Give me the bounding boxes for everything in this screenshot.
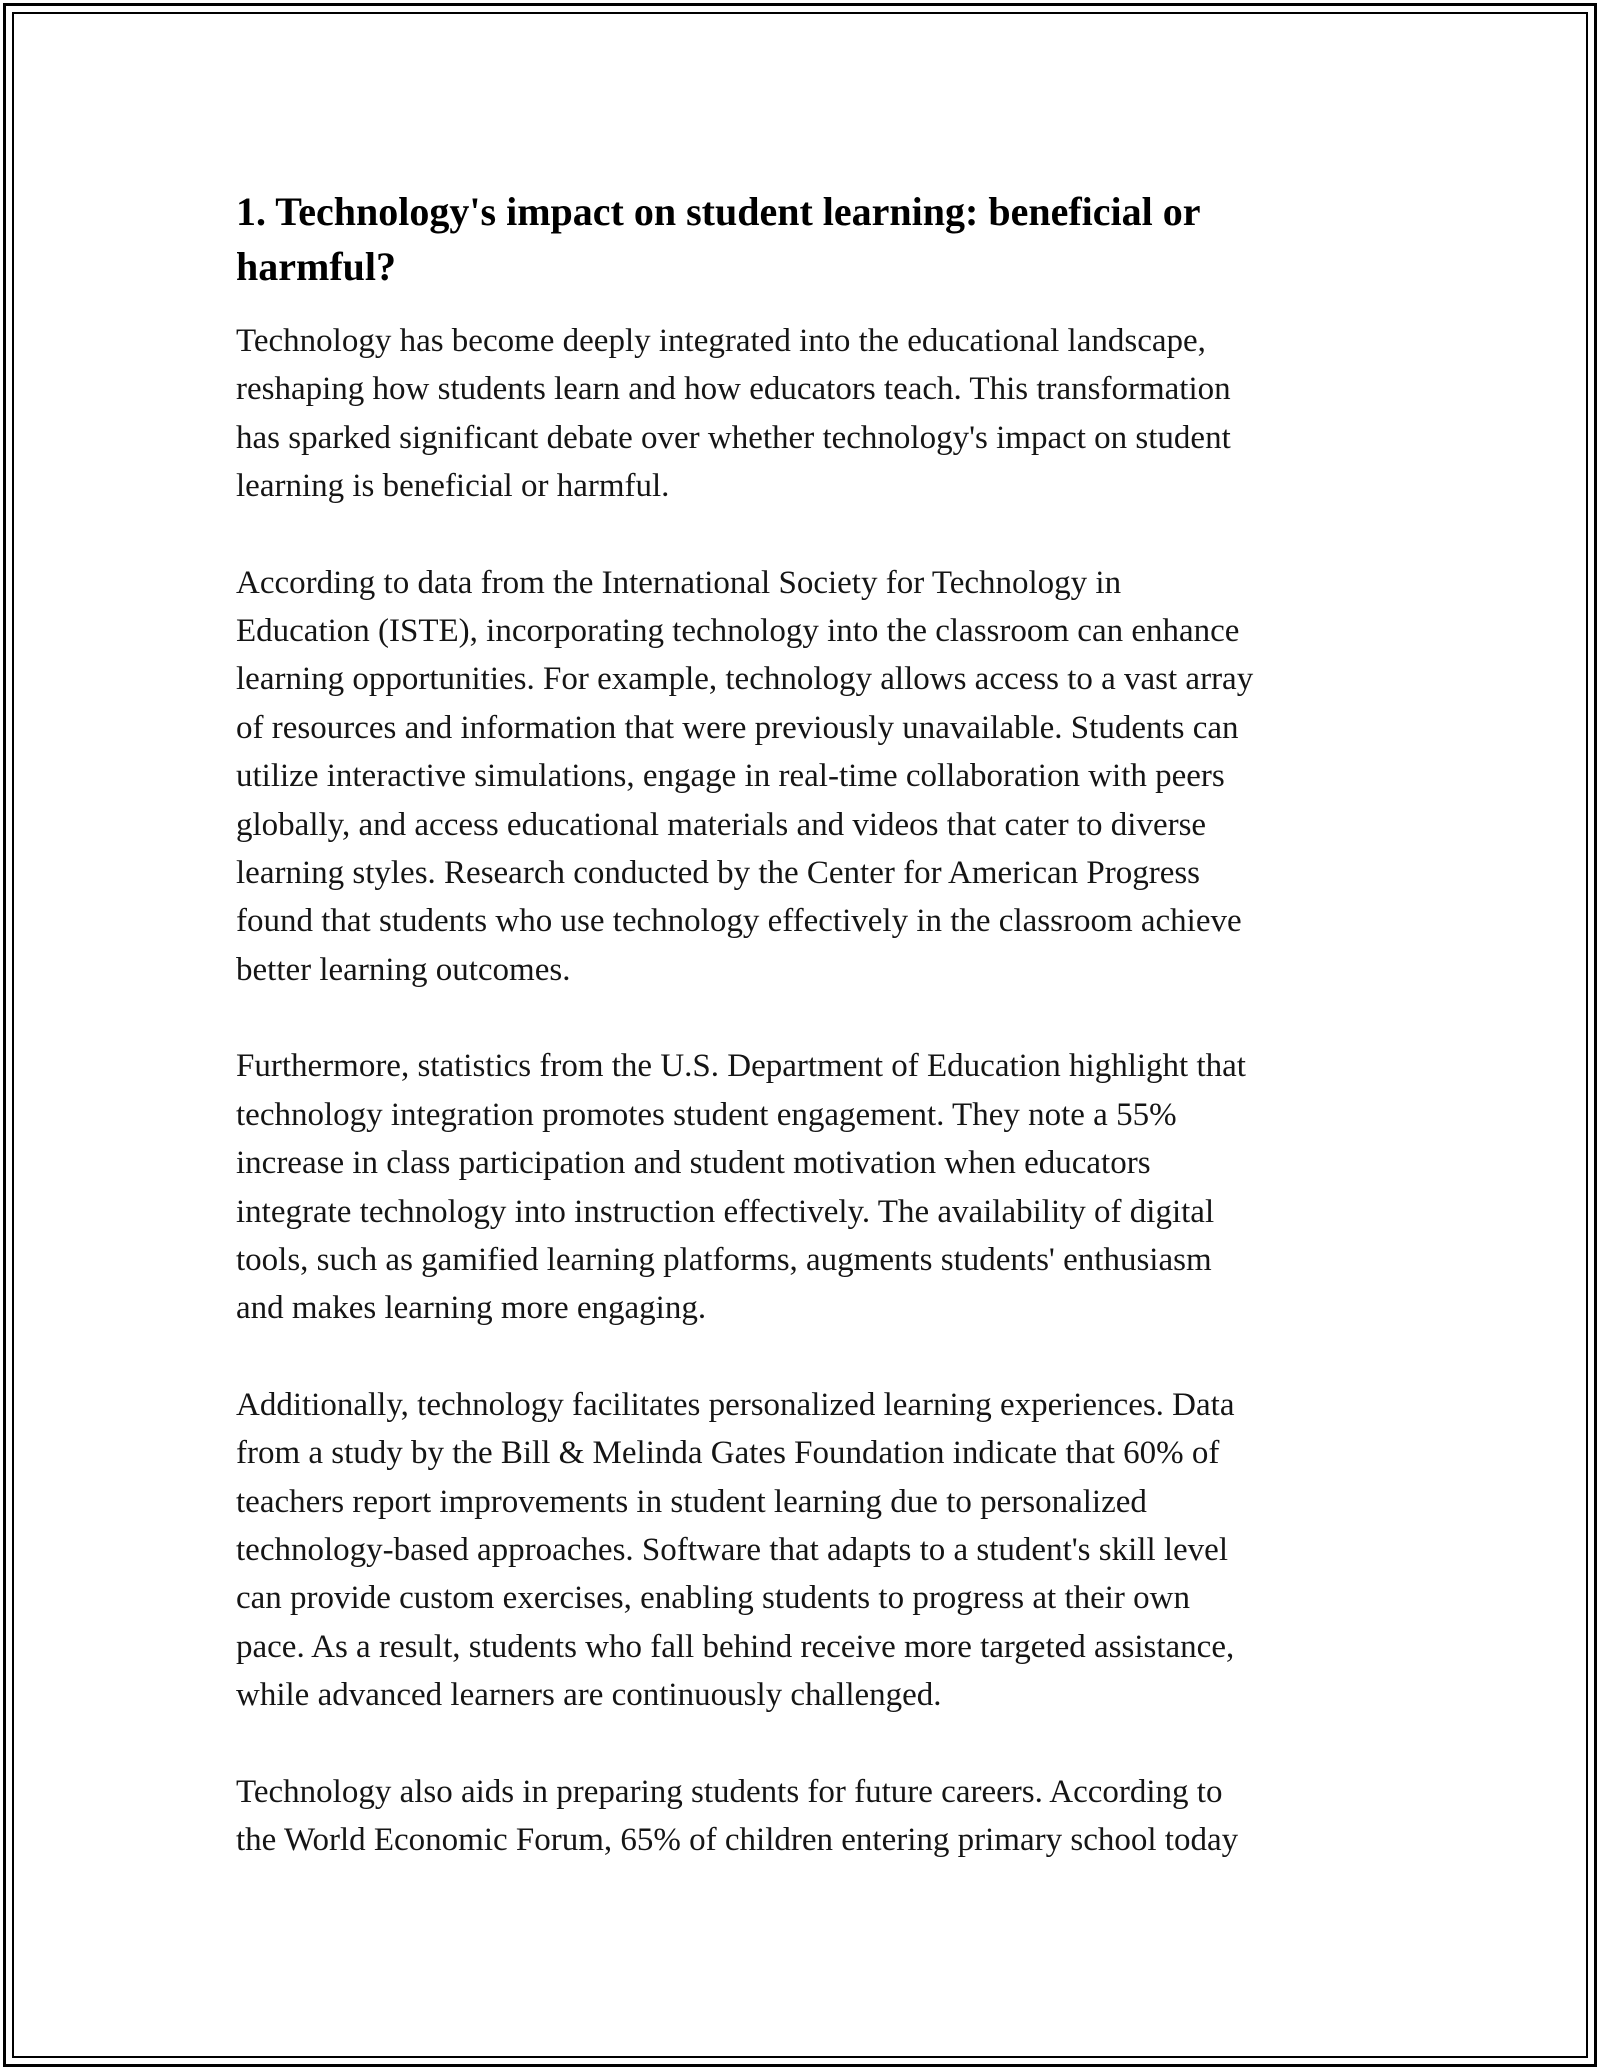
document-body: [236, 184, 1386, 1864]
paragraph-engagement: Furthermore, statistics from the U.S. Department of Education highlight that technology integration promotes student engagement. They note a 55% increase in class participation and student motivation when educators integrate technology into instruction effectively. The availability of digital tools, such as gamified learning platforms, augments students' enthusiasm and makes learning more engaging.: [236, 1048, 1246, 1327]
paragraph-iste: According to data from the International Society for Technology in Education (ISTE), incorporating technology into the classroom can enhance learning opportunities. For example, technology allows access to a vast array of resources and information that were previously unavailable. Students can utilize interactive simulations, engage in real-time collaboration with peers globally, and access educational materials and videos that cater to diverse learning styles. Research conducted by the Center for American Progress found that students who use technology effectively in the classroom achieve better learning outcomes.: [236, 564, 1254, 988]
paragraph-careers: Technology also aids in preparing students for future careers. According to the World Economic Forum, 65% of children entering primary school today: [236, 1773, 1239, 1858]
paragraph-intro: Technology has become deeply integrated into the educational landscape, reshaping how students learn and how educators teach. This transformation has sparked significant debate over whether technology's impact on student learning is beneficial or harmful.: [236, 323, 1231, 505]
paragraph-personalized: Additionally, technology facilitates personalized learning experiences. Data from a study by the Bill & Melinda Gates Foundation indicate that 60% of teachers report improvements in student learning due to personalized technology-based approaches. Software that adapts to a student's skill level can provide custom exercises, enabling students to progress at their own pace. As a result, students who fall behind receive more targeted assistance, while advanced learners are continuously challenged.: [236, 1386, 1235, 1714]
section-heading: 1. Technology's impact on student learning: beneficial or harmful?: [236, 189, 1200, 289]
